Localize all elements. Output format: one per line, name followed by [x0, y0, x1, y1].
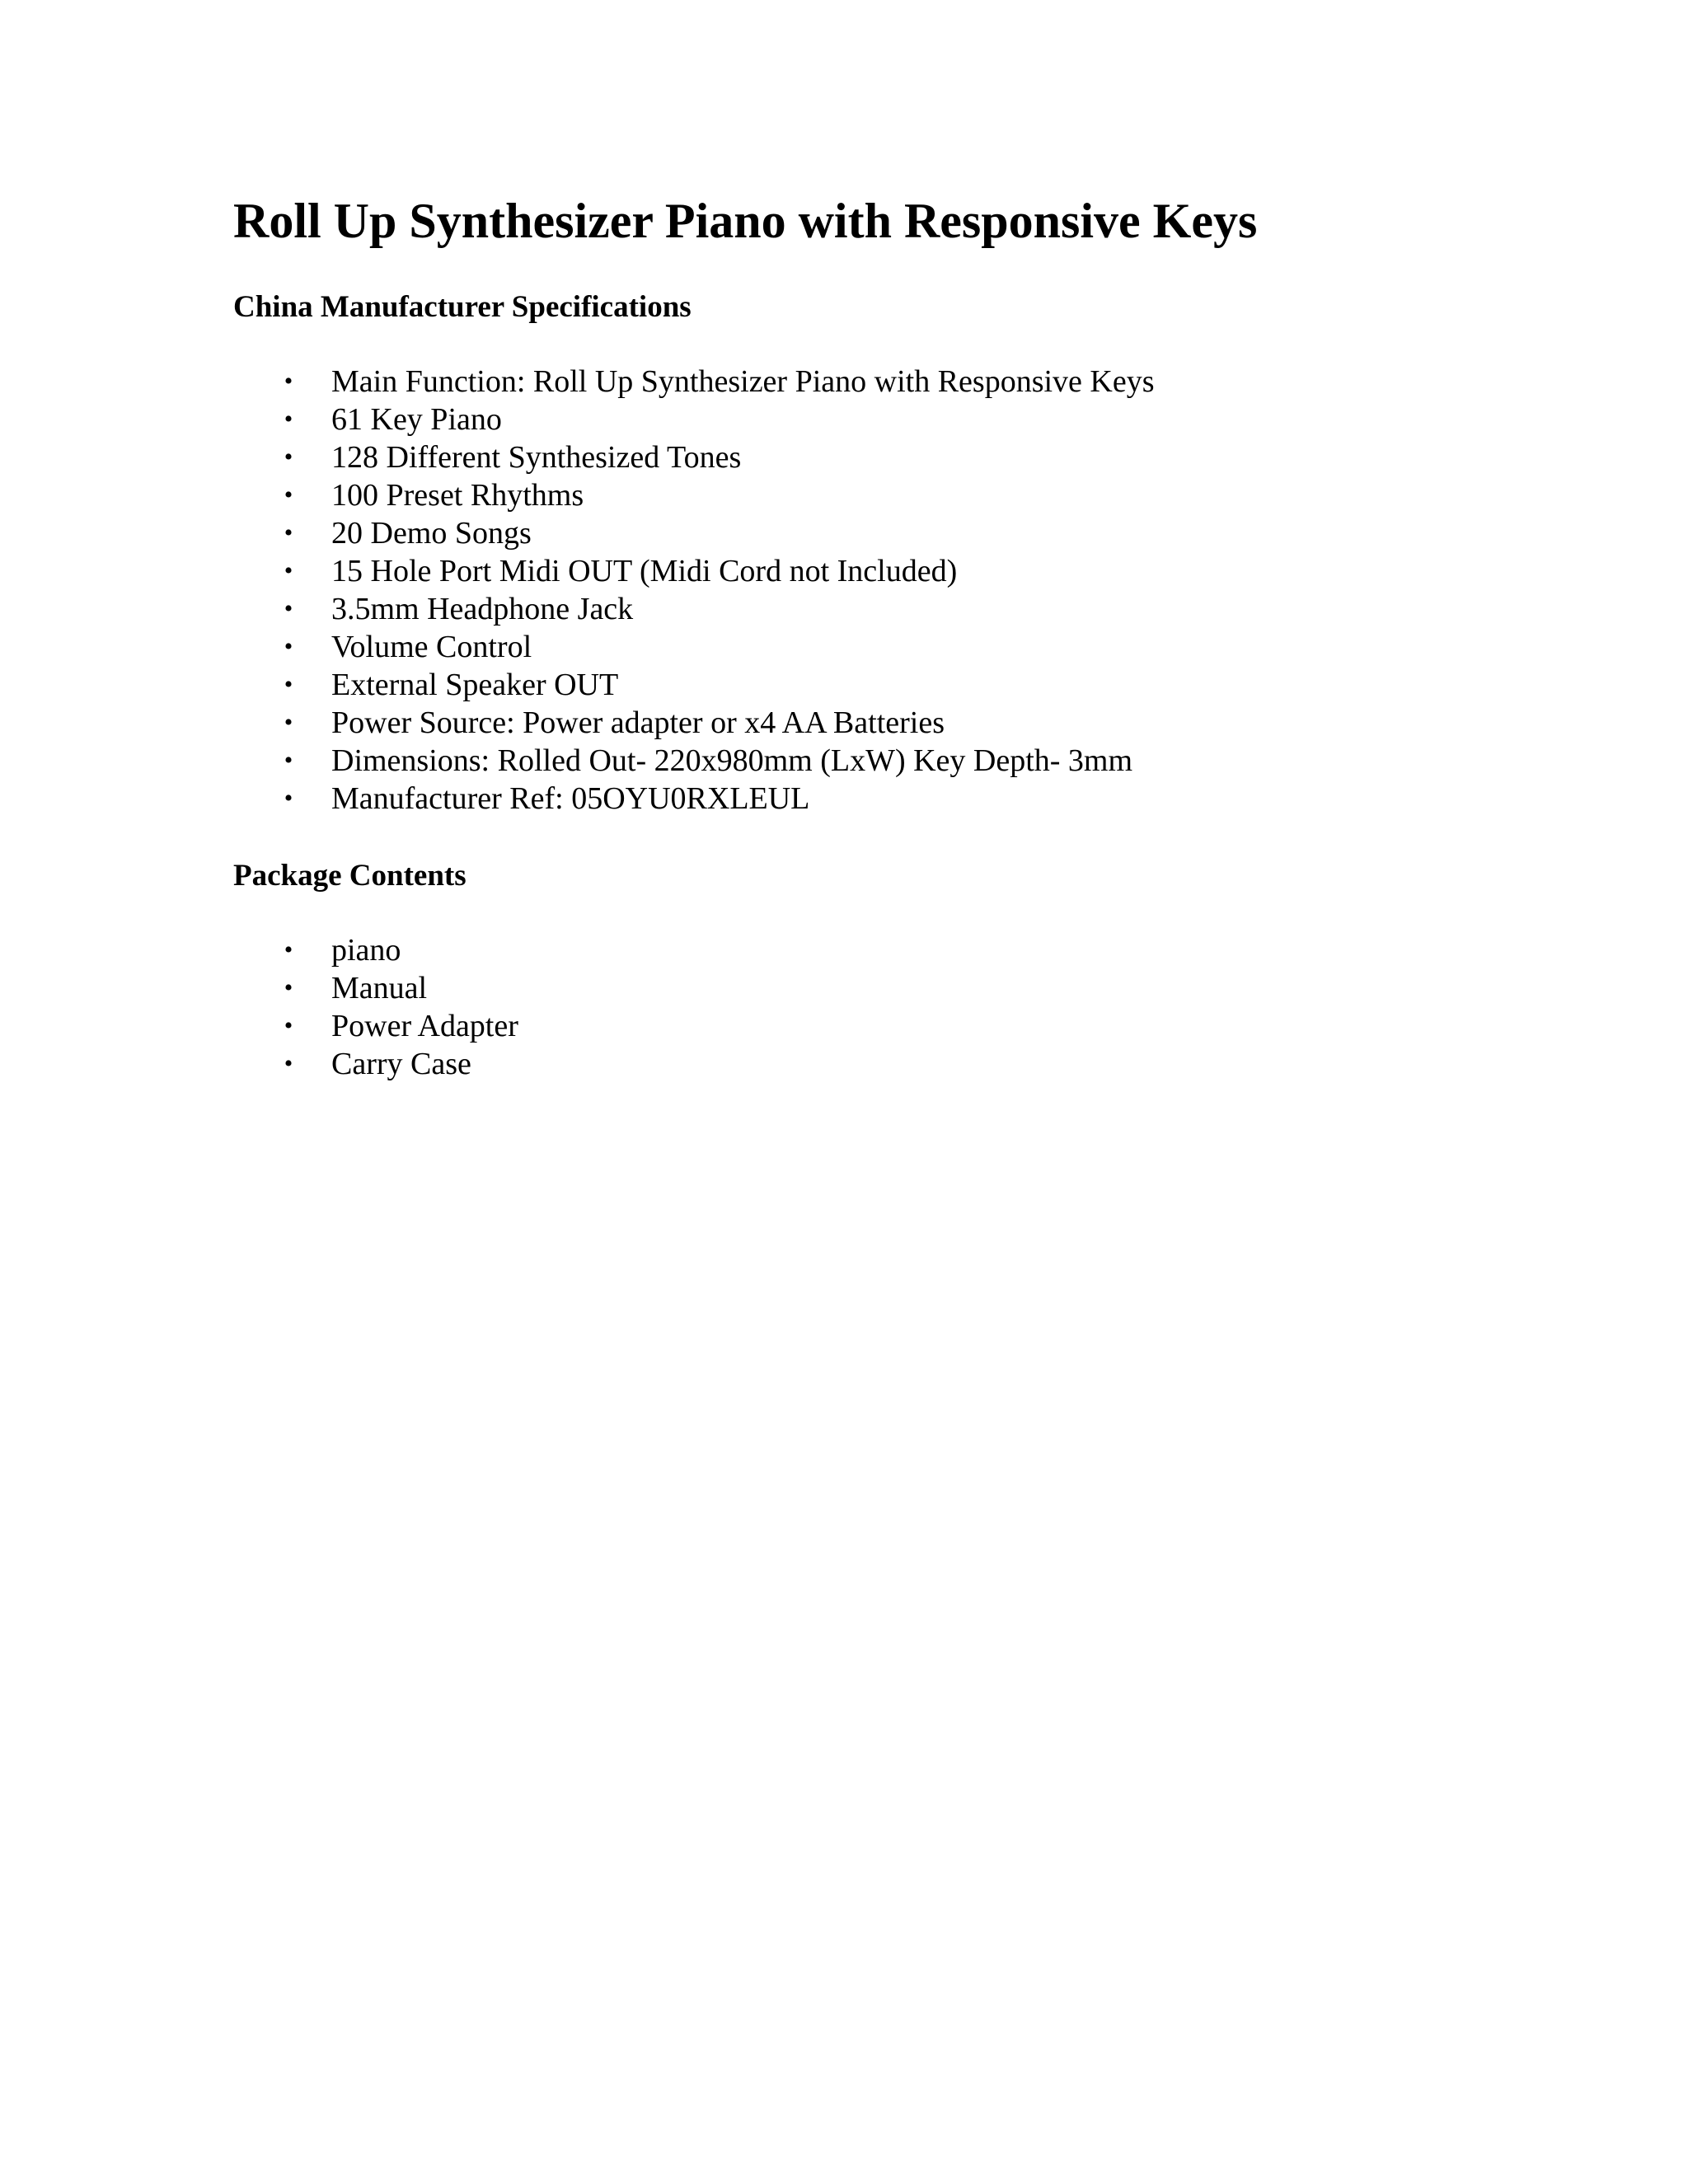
list-item-text: piano	[331, 933, 401, 968]
list-item-text: 128 Different Synthesized Tones	[331, 440, 742, 475]
list-item-text: Carry Case	[331, 1047, 471, 1081]
bullet-icon: •	[284, 785, 293, 812]
bullet-icon: •	[284, 595, 293, 622]
bullet-icon: •	[284, 936, 293, 963]
list-item-text: Power Adapter	[331, 1009, 518, 1043]
list-item-text: 15 Hole Port Midi OUT (Midi Cord not Included)	[331, 554, 958, 588]
list-item-text: External Speaker OUT	[331, 668, 619, 702]
bullet-icon: •	[284, 1050, 293, 1077]
bullet-icon: •	[284, 709, 293, 736]
list-item-text: 20 Demo Songs	[331, 516, 532, 551]
bullet-icon: •	[284, 557, 293, 584]
page-title: Roll Up Synthesizer Piano with Responsive Keys	[233, 194, 1258, 248]
package-contents-heading: Package Contents	[233, 859, 467, 893]
bullet-icon: •	[284, 443, 293, 471]
bullet-icon: •	[284, 671, 293, 698]
list-item-text: Power Source: Power adapter or x4 AA Batteries	[331, 705, 945, 740]
list-item-text: 61 Key Piano	[331, 402, 502, 437]
bullet-icon: •	[284, 747, 293, 774]
list-item-text: 100 Preset Rhythms	[331, 478, 584, 513]
bullet-icon: •	[284, 405, 293, 433]
list-item-text: Manufacturer Ref: 05OYU0RXLEUL	[331, 781, 810, 816]
bullet-icon: •	[284, 633, 293, 660]
list-item-text: Dimensions: Rolled Out- 220x980mm (LxW) Key Depth- 3mm	[331, 743, 1133, 778]
bullet-icon: •	[284, 368, 293, 395]
list-item-text: Volume Control	[331, 630, 532, 664]
bullet-icon: •	[284, 1012, 293, 1039]
list-item-text: 3.5mm Headphone Jack	[331, 592, 634, 626]
bullet-icon: •	[284, 481, 293, 509]
list-item-text: Manual	[331, 971, 428, 1005]
list-item-text: Main Function: Roll Up Synthesizer Piano with Responsive Keys	[331, 364, 1155, 399]
bullet-icon: •	[284, 974, 293, 1001]
bullet-icon: •	[284, 519, 293, 546]
specifications-heading: China Manufacturer Specifications	[233, 290, 692, 324]
